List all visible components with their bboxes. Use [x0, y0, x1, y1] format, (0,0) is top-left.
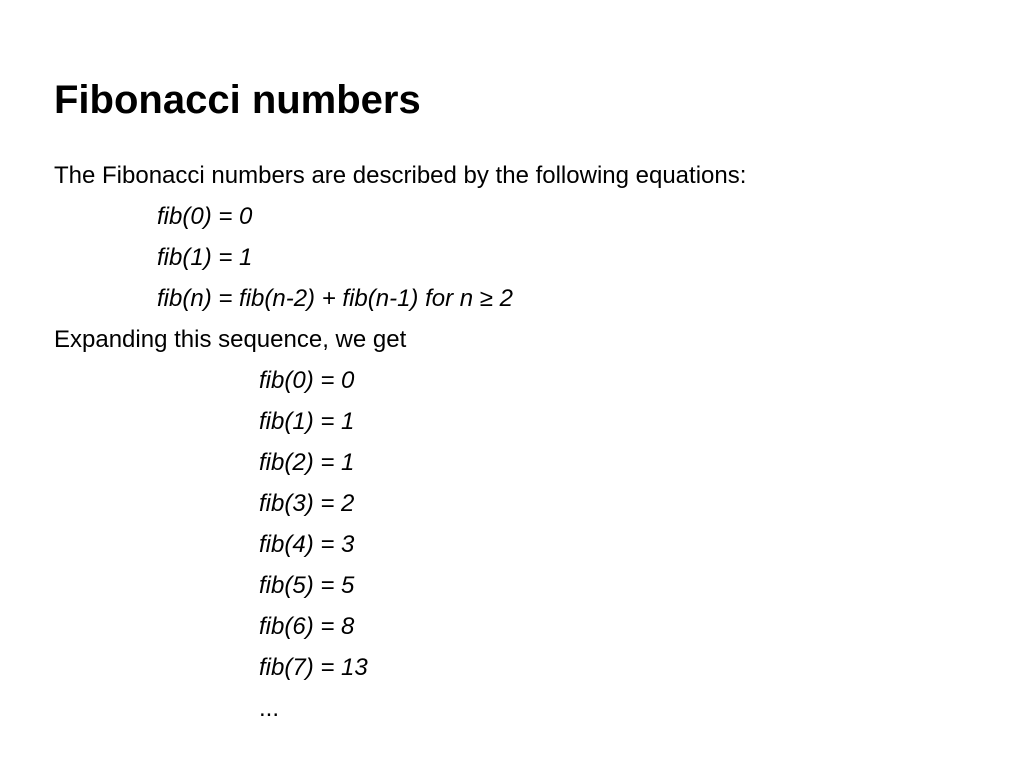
- expansion-item: fib(7) = 13: [259, 654, 368, 681]
- expansion-item: fib(6) = 8: [259, 613, 355, 640]
- definition-equation: fib(n) = fib(n-2) + fib(n-1) for n ≥ 2: [157, 285, 513, 312]
- expansion-item: fib(5) = 5: [259, 572, 355, 599]
- expansion-intro-text: Expanding this sequence, we get: [54, 326, 407, 353]
- intro-text: The Fibonacci numbers are described by the following equations:: [54, 162, 747, 189]
- definition-equation: fib(0) = 0: [157, 203, 253, 230]
- expansion-item: fib(1) = 1: [259, 408, 355, 435]
- expansion-item: fib(4) = 3: [259, 531, 355, 558]
- expansion-item: fib(2) = 1: [259, 449, 355, 476]
- expansion-item: fib(3) = 2: [259, 490, 355, 517]
- expansion-ellipsis: ...: [259, 695, 280, 722]
- slide-title: Fibonacci numbers: [54, 78, 421, 122]
- definition-equation: fib(1) = 1: [157, 244, 253, 271]
- expansion-item: fib(0) = 0: [259, 367, 355, 394]
